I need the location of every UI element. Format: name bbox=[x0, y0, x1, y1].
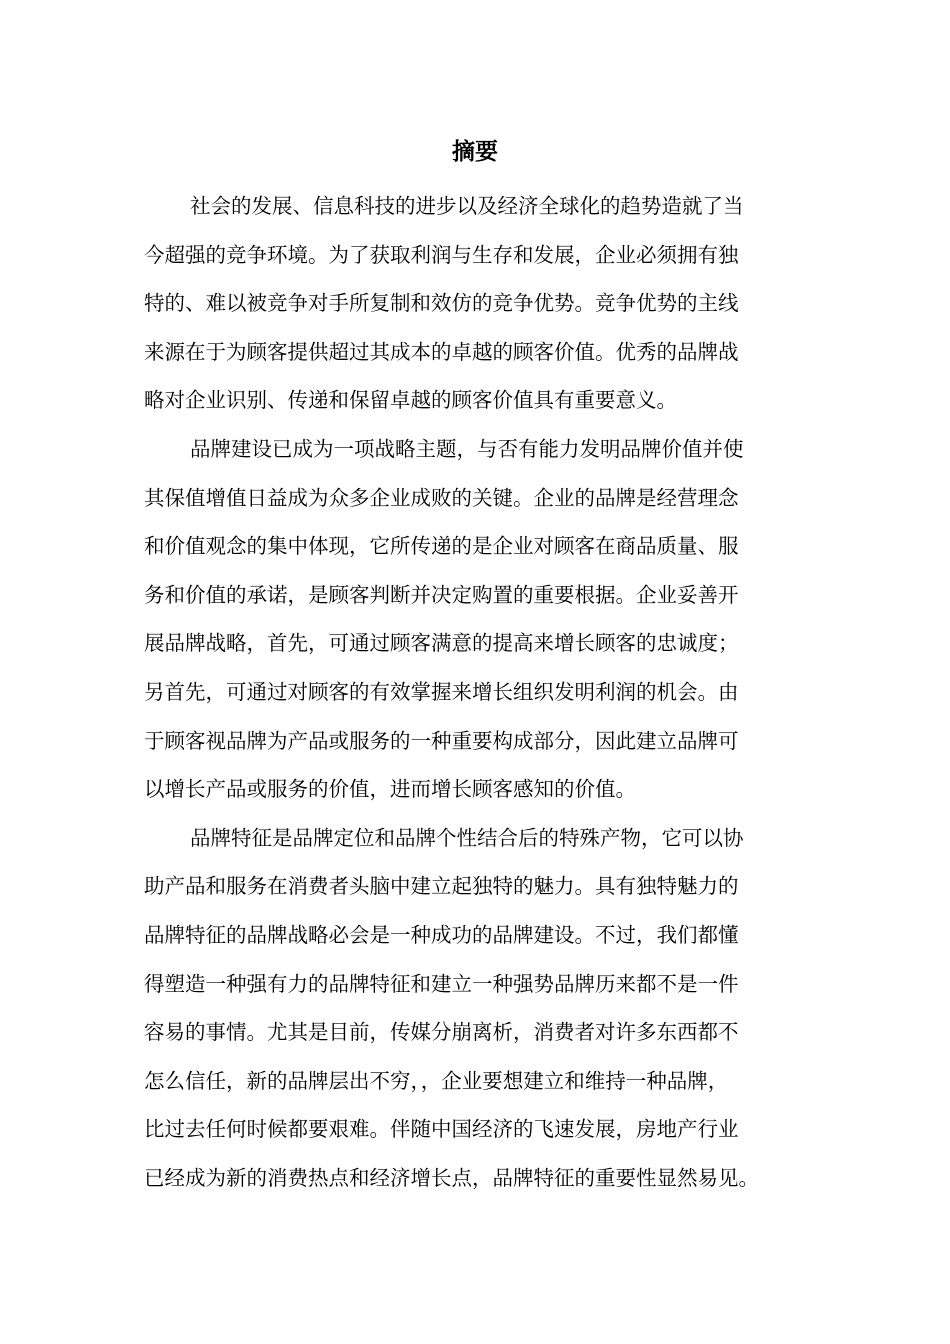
text-line: 务和价值的承诺，是顾客判断并决定购置的重要根据。企业妥善开 bbox=[144, 582, 739, 607]
text-line: 容易的事情。尤其是目前，传媒分崩离析，消费者对许多东西都不 bbox=[144, 1020, 739, 1045]
text-line: 已经成为新的消费热点和经济增长点，品牌特征的重要性显然易见。 bbox=[144, 1165, 759, 1190]
paragraph-1 bbox=[144, 182, 814, 425]
text-line: 展品牌战略，首先，可通过顾客满意的提高来增长顾客的忠诚度； bbox=[144, 631, 739, 656]
text-line: 比过去任何时候都要艰难。伴随中国经济的飞速发展，房地产行业 bbox=[144, 1117, 739, 1142]
text-line: 略对企业识别、传递和保留卓越的顾客价值具有重要意义。 bbox=[144, 388, 677, 413]
text-line: 品牌建设已成为一项战略主题，与否有能力发明品牌价值并使 bbox=[190, 436, 744, 461]
page-title: 摘要 bbox=[452, 138, 498, 165]
text-line: 得塑造一种强有力的品牌特征和建立一种强势品牌历来都不是一件 bbox=[144, 971, 739, 996]
text-line: 来源在于为顾客提供超过其成本的卓越的顾客价值。优秀的品牌战 bbox=[144, 339, 739, 364]
text-line: 品牌特征的品牌战略必会是一种成功的品牌建设。不过，我们都懂 bbox=[144, 922, 739, 947]
text-line: 其保值增值日益成为众多企业成败的关键。企业的品牌是经营理念 bbox=[144, 485, 739, 510]
text-line: 于顾客视品牌为产品或服务的一种重要构成部分，因此建立品牌可 bbox=[144, 728, 739, 753]
text-line: 今超强的竞争环境。为了获取利润与生存和发展，企业必须拥有独 bbox=[144, 242, 739, 267]
text-line: 以增长产品或服务的价值，进而增长顾客感知的价值。 bbox=[144, 777, 636, 802]
abstract-body bbox=[144, 182, 814, 1202]
paragraph-2 bbox=[144, 425, 814, 814]
paragraph-3 bbox=[144, 814, 814, 1203]
text-line: 社会的发展、信息科技的进步以及经济全球化的趋势造就了当 bbox=[190, 194, 744, 218]
text-line: 助产品和服务在消费者头脑中建立起独特的魅力。具有独特魅力的 bbox=[144, 874, 739, 899]
text-line: 怎么信任，新的品牌层出不穷，，企业要想建立和维持一种品牌， bbox=[144, 1068, 729, 1093]
text-line: 特的、难以被竞争对手所复制和效仿的竞争优势。竞争优势的主线 bbox=[144, 291, 739, 316]
text-line: 和价值观念的集中体现，它所传递的是企业对顾客在商品质量、服 bbox=[144, 534, 739, 559]
text-line: 另首先，可通过对顾客的有效掌握来增长组织发明利润的机会。由 bbox=[144, 679, 739, 704]
text-line: 品牌特征是品牌定位和品牌个性结合后的特殊产物，它可以协 bbox=[190, 825, 744, 850]
